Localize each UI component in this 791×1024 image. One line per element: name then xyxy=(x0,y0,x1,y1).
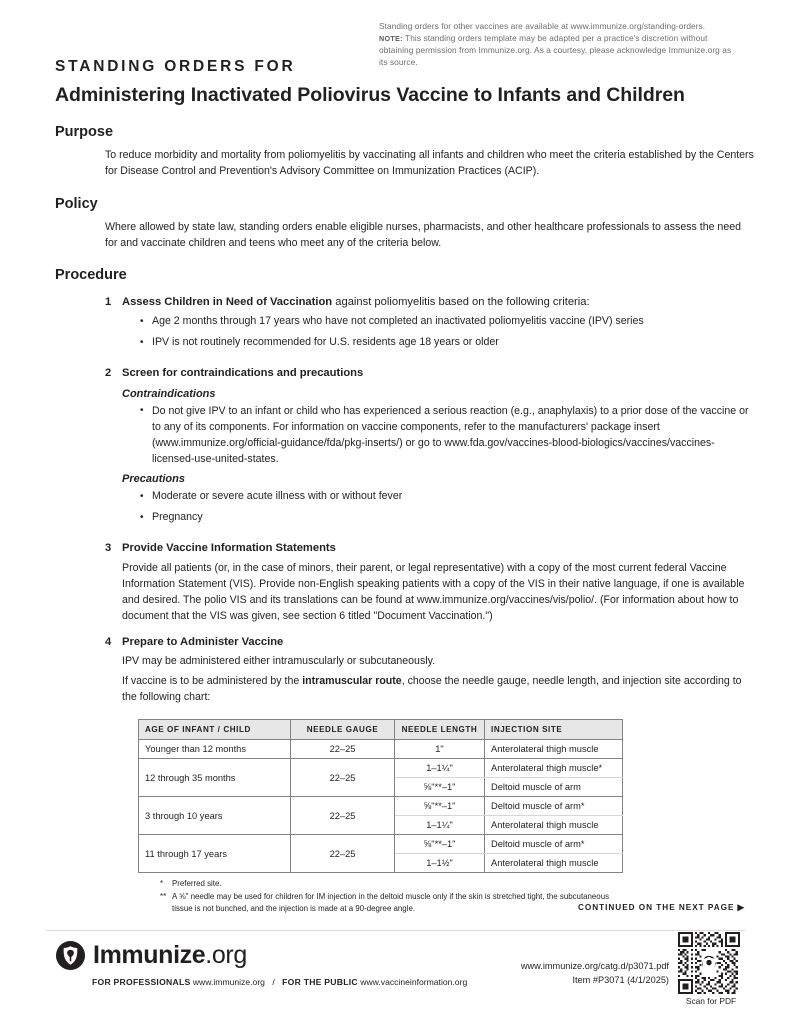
table-header-row xyxy=(139,720,623,740)
col-header-length: NEEDLE LENGTH xyxy=(395,720,485,740)
procedure-item-4-paragraph-2 xyxy=(122,674,755,706)
procedure-item-3-paragraph: Provide all patients (or, in the case of minors, their parent, or legal representative) with a copy of the most current federal Vaccine Information Statement (VIS). Provide non-English speaking patients with a copy of the VIS in their native language, if one is available and desired. The polio VIS and its translations can be found at www.immunize.org/vaccines/vis/polio/. (For information about how to document that the VIS was given, see section 6 titled "Document Vaccination.") xyxy=(122,562,745,622)
procedure-item-1-heading-rest: against poliomyelitis based on the following criteria: xyxy=(332,295,590,308)
brand-tld: .org xyxy=(205,941,247,969)
procedure-item-2 xyxy=(105,365,755,531)
continued-label: CONTINUED ON THE NEXT PAGE xyxy=(578,903,735,912)
cell-gauge: 22–25 xyxy=(291,797,395,835)
cell-site: Anterolateral thigh muscle xyxy=(485,740,623,759)
list-item: • Pregnancy xyxy=(138,510,755,526)
cell-gauge: 22–25 xyxy=(291,835,395,873)
procedure-item-3 xyxy=(105,540,755,624)
qr-code-block xyxy=(678,932,744,1006)
procedure-item-3-heading-bold: Provide Vaccine Information Statements xyxy=(122,542,336,555)
immunize-logo xyxy=(55,940,247,971)
policy-text: Where allowed by state law, standing orders enable eligible nurses, pharmacists, and other healthcare professionals to assess the need for and vaccinate children and teens who meet any of the criteria below. xyxy=(105,220,741,250)
footer-link-separator: / xyxy=(272,977,275,987)
triangle-right-icon: ▶ xyxy=(737,902,745,912)
list-item: • Moderate or severe acute illness with or without fever xyxy=(138,489,755,505)
cell-length: 1–1¼" xyxy=(395,759,485,778)
continued-next-page xyxy=(578,902,745,913)
footnote-2-mark: ** xyxy=(160,891,167,901)
document-body xyxy=(55,124,755,916)
procedure-item-2-heading xyxy=(122,365,755,382)
table-row xyxy=(139,740,623,759)
note-label: NOTE: xyxy=(379,34,403,44)
cell-age: 3 through 10 years xyxy=(139,797,291,835)
cell-site: Deltoid muscle of arm xyxy=(485,778,623,797)
procedure-item-1-heading xyxy=(122,294,755,311)
immunize-shield-icon xyxy=(55,940,86,971)
cell-site: Anterolateral thigh muscle xyxy=(485,854,623,873)
page-title: Administering Inactivated Poliovirus Vaccine to Infants and Children xyxy=(55,83,685,106)
list-item: • IPV is not routinely recommended for U.S. residents age 18 years or older xyxy=(138,335,755,351)
procedure-item-1 xyxy=(105,294,755,357)
cell-age: Younger than 12 months xyxy=(139,740,291,759)
footnote-1-mark: * xyxy=(160,879,164,889)
procedure-item-2-number: 2 xyxy=(105,367,112,380)
list-item: • Do not give IPV to an infant or child who has experienced a serious reaction (e.g., anaphylaxis) to a prior dose of the vaccine or to any of its components. For information on vaccine components, refer to the manufacturers' package insert (www.immunize.org/official-guidance/fda/pkg-inserts/) or go to www.fda.gov/vaccines-blood-biologics/vaccines/vaccines-licensed-use-united-states. xyxy=(138,404,755,468)
section-heading-policy: Policy xyxy=(55,195,98,212)
precautions-bullets xyxy=(138,489,755,526)
spacer-purpose-policy xyxy=(55,184,755,196)
spacer-policy-procedure xyxy=(55,255,755,267)
procedure-item-1-heading-bold: Assess Children in Need of Vaccination xyxy=(122,295,333,308)
list-item: • Age 2 months through 17 years who have not completed an inactivated poliomyelitis vaccine (IPV) series xyxy=(138,314,755,330)
precautions-label: Precautions xyxy=(122,473,185,486)
section-heading-procedure: Procedure xyxy=(55,267,127,284)
procedure-item-3-number: 3 xyxy=(105,542,112,555)
p4-bold: intramuscular route xyxy=(302,675,402,688)
cell-length: 1–1½" xyxy=(395,854,485,873)
purpose-text: To reduce morbidity and mortality from poliomyelitis by vaccinating all infants and children who meet the criteria established by the Centers for Disease Control and Prevention's Advisory Committee on Immunization Practices (ACIP). xyxy=(105,149,754,178)
item-number: Item #P3071 (4/1/2025) xyxy=(572,975,669,986)
procedure-item-2-heading-bold: Screen for contraindications and precautions xyxy=(122,367,364,380)
footer-divider xyxy=(46,930,745,931)
section-heading-purpose: Purpose xyxy=(55,124,114,140)
qr-caption: Scan for PDF xyxy=(685,996,737,1006)
for-the-public-url[interactable]: www.vaccineinformation.org xyxy=(360,977,468,987)
purpose-block xyxy=(105,147,755,179)
col-header-site: INJECTION SITE xyxy=(485,720,623,740)
title-block xyxy=(55,58,745,107)
needle-chart-body xyxy=(139,740,623,873)
procedure-item-1-bullets xyxy=(138,314,755,351)
procedure-item-4-number: 4 xyxy=(105,635,112,648)
footnote-2-text: A ⅝" needle may be used for children for IM injection in the deltoid muscle only if the skin is stretched tight, the subcutaneous tissue is not bunched, and the injection is made at a 90-degree angle. xyxy=(172,891,610,913)
cell-age: 11 through 17 years xyxy=(139,835,291,873)
cell-gauge: 22–25 xyxy=(291,759,395,797)
for-the-public-label: FOR THE PUBLIC xyxy=(282,977,358,987)
footer-document-info xyxy=(505,959,669,988)
cell-length: 1–1¼" xyxy=(395,816,485,835)
cell-length: ⅝"**–1" xyxy=(395,835,485,854)
cell-age: 12 through 35 months xyxy=(139,759,291,797)
footnote-1 xyxy=(160,878,630,890)
table-row xyxy=(139,835,623,854)
contraindications-bullets xyxy=(138,404,755,468)
col-header-age: AGE OF INFANT / CHILD xyxy=(139,720,291,740)
table-row xyxy=(139,759,623,778)
header-note-line1: Standing orders for other vaccines are available at www.immunize.org/standing-orders. xyxy=(379,21,706,31)
footnote-1-text: Preferred site. xyxy=(172,879,222,889)
brand-name: Immunize xyxy=(93,941,206,969)
procedure-item-4 xyxy=(105,634,755,916)
policy-block xyxy=(105,219,755,251)
p4-part-b: , choose the needle gauge, needle length, and injection site according to the following chart: xyxy=(122,675,742,704)
procedure-item-4-heading-bold: Prepare to Administer Vaccine xyxy=(122,635,284,648)
procedure-item-4-heading xyxy=(122,634,755,651)
procedure-item-4-paragraph-1: IPV may be administered either intramuscularly or subcutaneously. xyxy=(122,655,436,668)
procedure-item-1-number: 1 xyxy=(105,295,112,308)
cell-site: Anterolateral thigh muscle* xyxy=(485,759,623,778)
cell-length: ⅝"**–1" xyxy=(395,797,485,816)
footer-links xyxy=(92,977,467,987)
needle-chart-container xyxy=(138,719,622,915)
for-professionals-label: FOR PROFESSIONALS xyxy=(92,977,191,987)
cell-site: Deltoid muscle of arm* xyxy=(485,835,623,854)
procedure-item-3-heading xyxy=(122,540,755,557)
cell-site: Anterolateral thigh muscle xyxy=(485,816,623,835)
pdf-url[interactable]: www.immunize.org/catg.d/p3071.pdf xyxy=(520,961,669,971)
footnote-2 xyxy=(160,891,630,915)
p4-part-a: If vaccine is to be administered by the xyxy=(122,675,303,688)
table-row xyxy=(139,797,623,816)
table-footnotes xyxy=(160,878,630,915)
cell-gauge: 22–25 xyxy=(291,740,395,759)
title-kicker: STANDING ORDERS FOR xyxy=(55,58,296,75)
qr-code-icon[interactable] xyxy=(678,932,740,994)
brand-wordmark xyxy=(93,943,247,968)
cell-site: Deltoid muscle of arm* xyxy=(485,797,623,816)
for-professionals-url[interactable]: www.immunize.org xyxy=(192,977,265,987)
cell-length: ⅝"**–1" xyxy=(395,778,485,797)
cell-length: 1" xyxy=(395,740,485,759)
needle-chart-table xyxy=(138,719,623,873)
needle-chart-header xyxy=(139,720,623,740)
contraindications-label: Contraindications xyxy=(122,387,216,400)
note-body-text: This standing orders template may be adapted per a practice's discretion without obtaining permission from Immunize.org. As a courtesy, please acknowledge Immunize.org as its source. xyxy=(379,33,732,68)
col-header-gauge: NEEDLE GAUGE xyxy=(291,720,395,740)
